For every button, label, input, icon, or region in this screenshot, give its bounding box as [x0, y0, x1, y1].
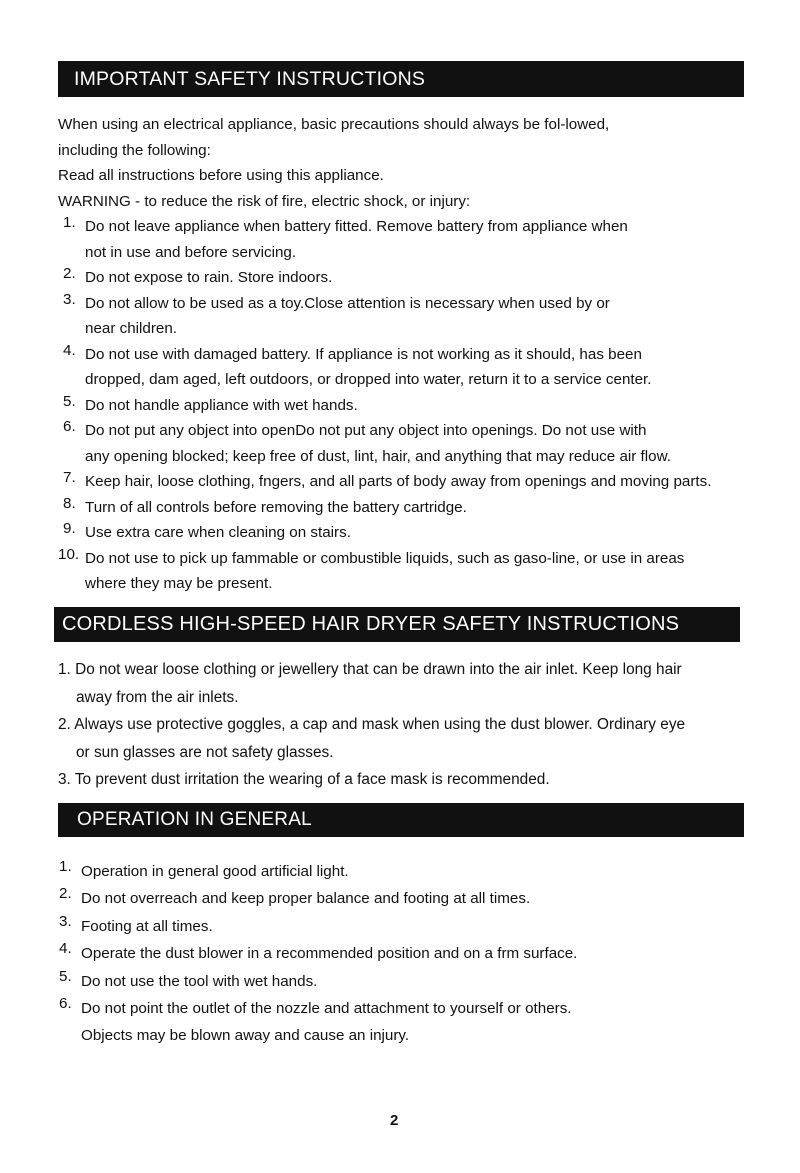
list-item-text: Footing at all times.: [81, 917, 213, 935]
list-item-number: 10.: [58, 545, 80, 563]
list-item: [58, 342, 711, 393]
list-item-text: Do not allow to be used as a toy.Close attention is necessary when used by or: [85, 294, 610, 312]
list-item-text: Do not expose to rain. Store indoors.: [85, 269, 333, 286]
list-item: [58, 469, 711, 495]
list-item-text: Do not leave appliance when battery fitted. Remove battery from appliance when: [85, 218, 628, 235]
list-item: [58, 393, 711, 419]
list-item-text: Use extra care when cleaning on stairs.: [85, 524, 351, 541]
safety-instruction-list: [58, 214, 711, 597]
list-item-number: 1.: [63, 214, 76, 231]
list-item-text: Operation in general good artificial light.: [81, 863, 349, 880]
list-item-number: 3.: [59, 912, 72, 930]
list-item-continuation: where they may be present.: [85, 575, 273, 592]
list-item-text: 2. Always use protective goggles, a cap and mask when using the dust blower. Ordinary eye: [58, 716, 686, 733]
list-item-text: Do not use with damaged battery. If appliance is not working as it should, has been: [85, 345, 642, 363]
list-item-text: 1. Do not wear loose clothing or jewellery that can be drawn into the air inlet. Keep long hair: [58, 661, 682, 678]
list-item-number: 6.: [59, 994, 72, 1012]
list-item-continuation: dropped, dam aged, left outdoors, or dropped into water, return it to a service center.: [85, 371, 652, 388]
important-safety-body: [58, 112, 711, 597]
list-item-number: 3.: [63, 290, 76, 308]
list-item: [58, 214, 711, 265]
list-item-number: 2.: [63, 265, 76, 282]
list-item-text: Do not point the outlet of the nozzle and attachment to yourself or others.: [81, 999, 572, 1017]
warning-line: WARNING - to reduce the risk of fire, electric shock, or injury:: [58, 192, 471, 210]
page-number: 2: [390, 1112, 399, 1129]
list-item: [58, 968, 577, 995]
section-heading-operation: OPERATION IN GENERAL: [58, 803, 744, 837]
list-item-number: 5.: [63, 392, 76, 410]
list-item-text: 3. To prevent dust irritation the wearing of a face mask is recommended.: [58, 771, 550, 788]
list-item-text: Do not use the tool with wet hands.: [81, 972, 318, 990]
list-item-number: 6.: [63, 418, 76, 435]
intro-line: When using an electrical appliance, basic precautions should always be fol-lowed,: [58, 116, 610, 133]
list-item: [58, 913, 577, 940]
intro-line: Read all instructions before using this appliance.: [58, 167, 384, 184]
list-item: [58, 766, 685, 794]
list-item-continuation: away from the air inlets.: [76, 688, 239, 706]
list-item-number: 1.: [59, 858, 72, 875]
list-item: [58, 291, 711, 342]
list-item: [58, 495, 711, 521]
list-item-text: Keep hair, loose clothing, fngers, and all parts of body away from openings and moving parts.: [85, 473, 712, 490]
list-item: [58, 656, 685, 711]
list-item-continuation: near children.: [85, 320, 178, 337]
operation-body: [58, 858, 577, 1050]
list-item: [58, 995, 577, 1050]
operation-instruction-list: [58, 858, 577, 1050]
list-item: [58, 858, 577, 885]
list-item: [58, 711, 685, 766]
list-item-number: 7.: [63, 469, 76, 486]
list-item-text: Do not put any object into openDo not put any object into openings. Do not use with: [85, 422, 647, 439]
list-item-text: Turn of all controls before removing the battery cartridge.: [85, 498, 467, 516]
list-item-number: 4.: [63, 341, 76, 359]
section-heading-important-safety: IMPORTANT SAFETY INSTRUCTIONS: [58, 61, 744, 97]
list-item: [58, 546, 711, 597]
list-item-number: 8.: [63, 494, 76, 512]
list-item-text: Operate the dust blower in a recommended position and on a frm surface.: [81, 945, 578, 963]
list-item-continuation: or sun glasses are not safety glasses.: [76, 743, 334, 761]
list-item: [58, 418, 711, 469]
list-item-text: Do not handle appliance with wet hands.: [85, 396, 358, 414]
list-item-number: 2.: [59, 885, 72, 903]
list-item-continuation: not in use and before servicing.: [85, 243, 297, 261]
hair-dryer-instruction-list: [58, 656, 685, 794]
list-item-text: Do not overreach and keep proper balance and footing at all times.: [81, 890, 531, 908]
list-item-number: 5.: [59, 967, 72, 985]
list-item: [58, 520, 711, 546]
list-item: [58, 885, 577, 912]
list-item-text: Do not use to pick up fammable or combustible liquids, such as gaso-line, or use in areas: [85, 549, 685, 567]
list-item-number: 4.: [59, 940, 72, 958]
list-item: [58, 265, 711, 291]
hair-dryer-safety-body: [58, 656, 685, 794]
list-item-continuation: Objects may be blown away and cause an injury.: [81, 1027, 410, 1045]
intro-line: including the following:: [58, 141, 211, 159]
list-item-continuation: any opening blocked; keep free of dust, lint, hair, and anything that may reduce air flow.: [85, 447, 671, 465]
list-item: [58, 940, 577, 967]
list-item-number: 9.: [63, 520, 76, 537]
section-heading-hair-dryer-safety: CORDLESS HIGH-SPEED HAIR DRYER SAFETY INSTRUCTIONS: [54, 607, 740, 642]
